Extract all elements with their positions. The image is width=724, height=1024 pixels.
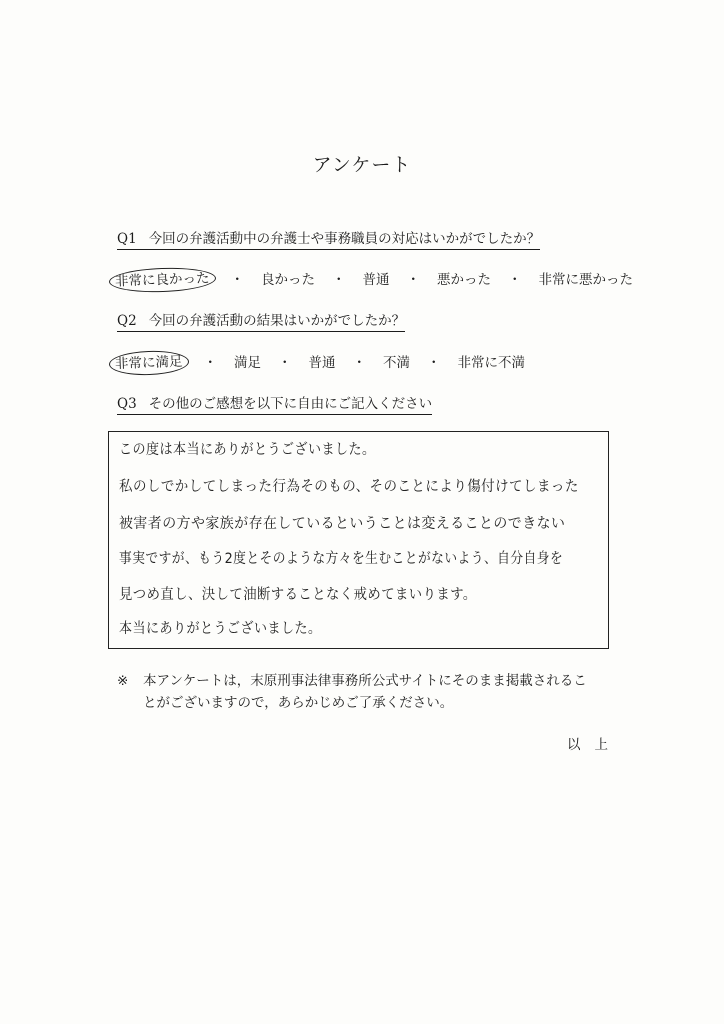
q1-separator: ・ xyxy=(508,272,522,288)
note-mark: ※ xyxy=(117,673,129,689)
closing-text: 以上 xyxy=(567,737,622,753)
q2-option-dissatisfied[interactable]: 不満 xyxy=(383,355,410,371)
q1-separator: ・ xyxy=(230,272,244,288)
question-2-number: Q2 xyxy=(117,313,137,329)
q1-option-normal[interactable]: 普通 xyxy=(362,272,390,288)
answer-line: 被害者の方や家族が存在しているということは変えることのできない xyxy=(119,516,566,532)
answer-line: 見つめ直し、決して油断することなく戒めてまいります。 xyxy=(119,587,477,603)
q1-option-very-good[interactable]: 非常に良かった xyxy=(109,266,216,294)
note-line-1: 本アンケートは，末原刑事法律事務所公式サイトにそのまま掲載されるこ xyxy=(143,673,587,689)
answer-line: 私のしでかしてしまった行為そのもの、そのことにより傷付けてしまった xyxy=(119,479,579,495)
note-line-2: とがございますので，あらかじめご了承ください。 xyxy=(143,695,454,711)
q2-option-very-satisfied[interactable]: 非常に満足 xyxy=(109,350,189,377)
q2-separator: ・ xyxy=(352,355,366,371)
disclaimer-note xyxy=(117,670,587,714)
question-1 xyxy=(117,230,540,250)
question-1-number: Q1 xyxy=(117,231,137,247)
q1-separator: ・ xyxy=(332,272,346,288)
question-1-options xyxy=(115,268,635,292)
question-2-options xyxy=(115,351,527,375)
q1-option-very-bad[interactable]: 非常に悪かった xyxy=(538,272,633,288)
question-3-number: Q3 xyxy=(117,396,137,412)
question-2-text: 今回の弁護活動の結果はいかがでしたか？ xyxy=(148,313,406,329)
question-1-text: 今回の弁護活動中の弁護士や事務職員の対応はいかがでしたか？ xyxy=(148,231,541,247)
q2-option-normal[interactable]: 普通 xyxy=(308,355,336,371)
answer-line: 本当にありがとうございました。 xyxy=(119,621,322,637)
q2-separator: ・ xyxy=(203,355,217,371)
question-3 xyxy=(117,395,432,415)
q1-separator: ・ xyxy=(406,272,420,288)
page-title: アンケート xyxy=(312,154,412,176)
q2-separator: ・ xyxy=(427,355,441,371)
q2-option-very-dissatisfied[interactable]: 非常に不満 xyxy=(457,355,525,371)
q2-separator: ・ xyxy=(278,355,292,371)
answer-line: 事実ですが、もう2度とそのような方々を生むことがないよう、自分自身を xyxy=(119,551,564,567)
q1-option-good[interactable]: 良かった xyxy=(261,272,315,288)
answer-line: この度は本当にありがとうございました。 xyxy=(119,442,376,458)
question-2 xyxy=(117,312,405,332)
q1-option-bad[interactable]: 悪かった xyxy=(437,272,491,288)
q2-option-satisfied[interactable]: 満足 xyxy=(234,355,261,371)
question-3-text: その他のご感想を以下に自由にご記入ください xyxy=(148,396,433,412)
